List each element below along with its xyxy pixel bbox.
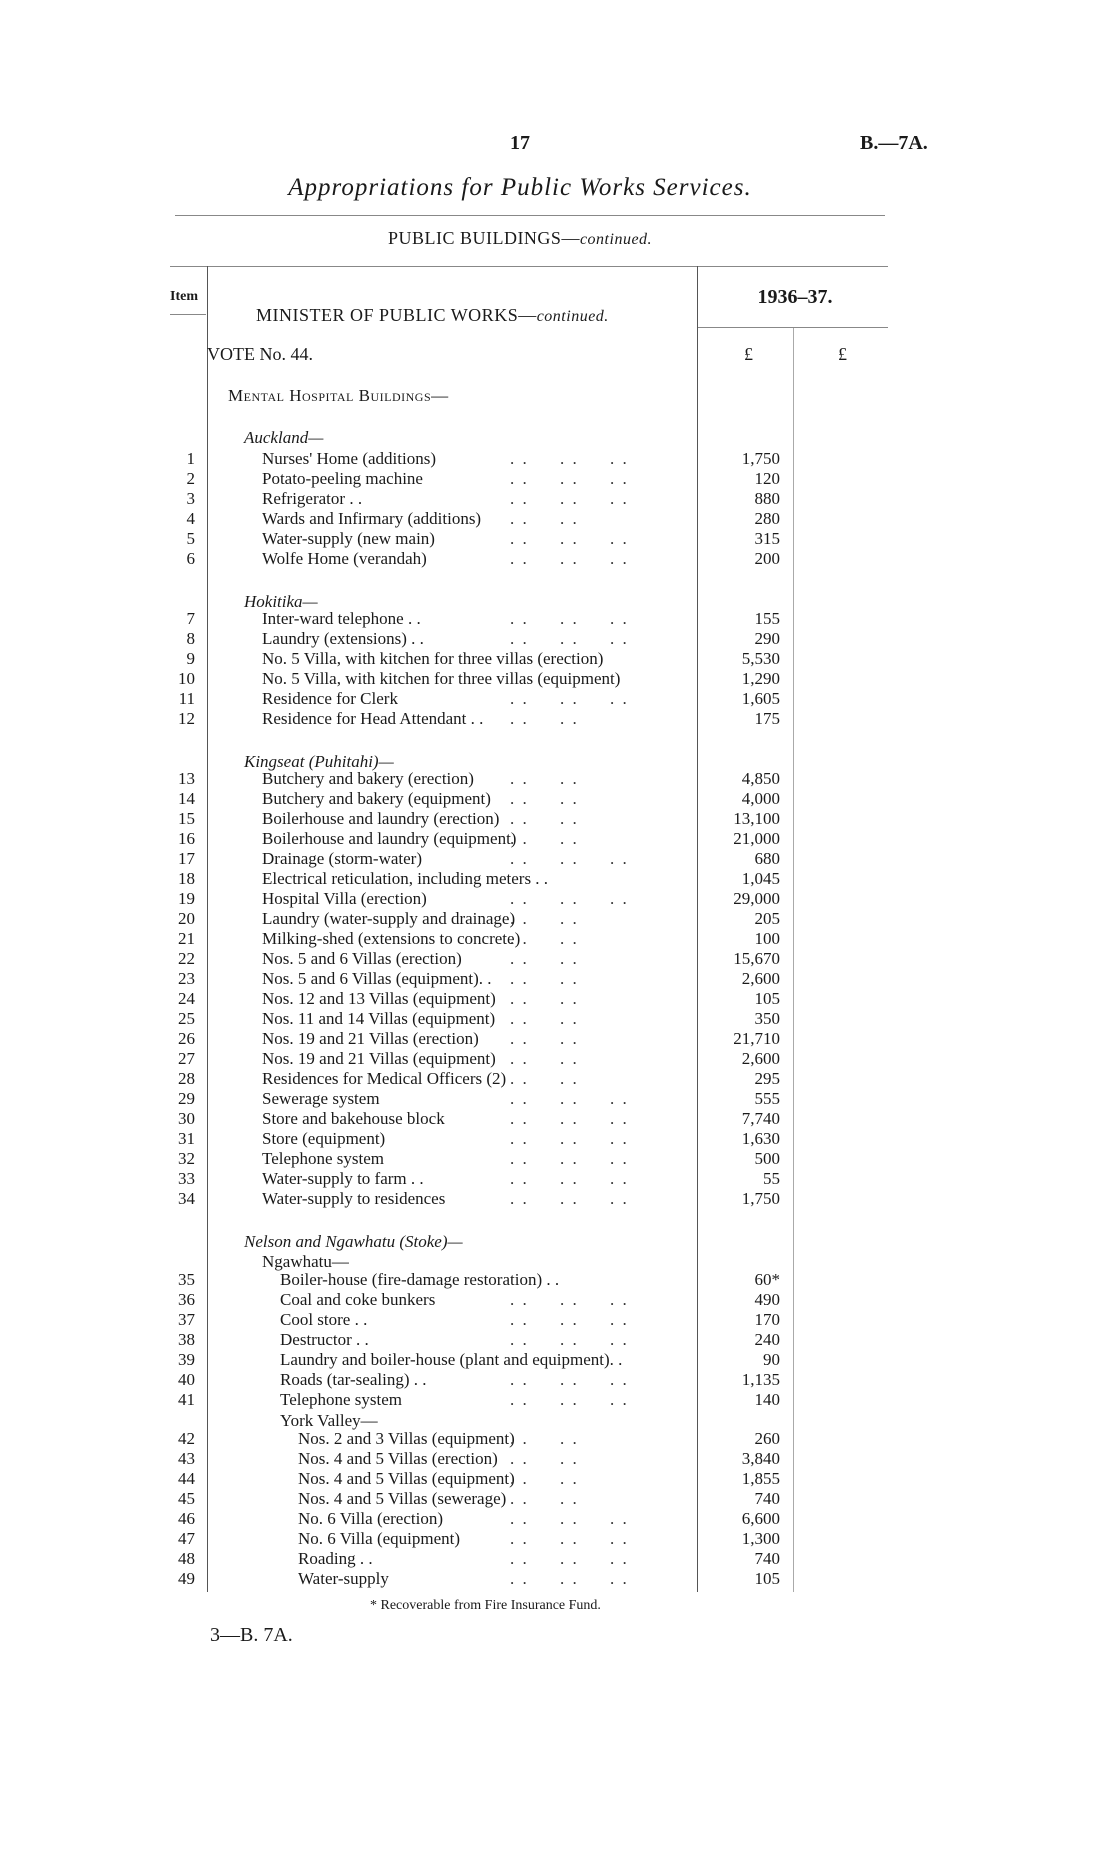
item-column-header: Item [170, 289, 198, 304]
item-amount: 1,300 [741, 1529, 780, 1548]
leader-dots: . . . . [510, 949, 579, 968]
item-description: Store (equipment) [262, 1129, 386, 1148]
item-number: 24 [178, 989, 195, 1008]
leader-dots: . . . . . . [510, 1549, 629, 1568]
leader-dots: . . . . [510, 1009, 579, 1028]
table-row [0, 1370, 1114, 1390]
item-number: 27 [178, 1049, 195, 1068]
item-amount: 240 [754, 1330, 780, 1349]
item-number: 31 [178, 1129, 195, 1148]
item-description: Water-supply to residences [262, 1189, 446, 1208]
item-number: 16 [178, 829, 195, 848]
table-row [0, 1049, 1114, 1069]
item-amount: 1,290 [741, 669, 780, 688]
item-number: 7 [186, 609, 195, 628]
item-number: 14 [178, 789, 195, 808]
item-description: Nos. 2 and 3 Villas (equipment) [298, 1429, 515, 1448]
leader-dots: . . . . [510, 829, 579, 848]
item-description: Wards and Infirmary (additions) [262, 509, 482, 528]
item-number: 8 [186, 629, 195, 648]
item-amount: 60* [754, 1270, 780, 1289]
item-amount: 1,750 [741, 449, 780, 468]
item-number: 20 [178, 909, 195, 928]
item-amount: 55 [763, 1169, 780, 1188]
table-row [0, 1149, 1114, 1169]
minister-heading [256, 305, 609, 326]
leader-dots: . . . . . . [510, 1569, 629, 1588]
table-row [0, 1390, 1114, 1410]
leader-dots: . . . . [510, 1449, 579, 1468]
item-amount: 205 [754, 909, 780, 928]
item-number: 30 [178, 1109, 195, 1128]
item-description: No. 6 Villa (equipment) [298, 1529, 461, 1548]
item-description: Sewerage system [262, 1089, 380, 1108]
item-number: 23 [178, 969, 195, 988]
leader-dots: . . . . . . [510, 449, 629, 468]
item-description: Roading . . [298, 1549, 373, 1568]
table-row [0, 1189, 1114, 1209]
leader-dots: . . . . . . [510, 849, 629, 868]
item-amount: 350 [754, 1009, 780, 1028]
item-amount: 290 [754, 629, 780, 648]
footnote: * Recoverable from Fire Insurance Fund. [370, 1598, 601, 1613]
item-amount: 1,135 [741, 1370, 780, 1389]
item-description: Nos. 4 and 5 Villas (sewerage) [298, 1489, 507, 1508]
item-amount: 2,600 [741, 969, 780, 988]
item-description: Boilerhouse and laundry (equipment) [262, 829, 517, 848]
item-number: 41 [178, 1390, 195, 1409]
item-amount: 140 [754, 1390, 780, 1409]
table-row [0, 1529, 1114, 1549]
item-number: 19 [178, 889, 195, 908]
item-amount: 4,000 [741, 789, 780, 808]
item-amount: 280 [754, 509, 780, 528]
table-row [0, 489, 1114, 509]
item-description: Water-supply (new main) [262, 529, 435, 548]
table-row [0, 969, 1114, 989]
item-number: 12 [178, 709, 195, 728]
item-description: Water-supply to farm . . [262, 1169, 424, 1188]
subtitle-continued: continued. [579, 231, 653, 248]
table-row [0, 829, 1114, 849]
leader-dots: . . . . . . [510, 1109, 629, 1128]
table-row [0, 1569, 1114, 1589]
item-description: Laundry and boiler-house (plant and equipment). . [280, 1350, 623, 1369]
item-amount: 315 [754, 529, 780, 548]
item-amount: 7,740 [741, 1109, 780, 1128]
table-row [0, 669, 1114, 689]
leader-dots: . . . . . . [510, 1149, 629, 1168]
item-amount: 880 [754, 489, 780, 508]
table-row [0, 549, 1114, 569]
leader-dots: . . . . [510, 1489, 579, 1508]
item-number: 49 [178, 1569, 195, 1588]
item-description: Butchery and bakery (erection) [262, 769, 474, 788]
item-amount: 295 [754, 1069, 780, 1088]
item-description: No. 5 Villa, with kitchen for three villas (equipment) [262, 669, 621, 688]
item-description: Coal and coke bunkers [280, 1290, 436, 1309]
item-description: No. 6 Villa (erection) [298, 1509, 444, 1528]
table-row [0, 1129, 1114, 1149]
item-description: Cool store . . [280, 1310, 368, 1329]
item-description: Boilerhouse and laundry (erection) [262, 809, 500, 828]
item-amount: 29,000 [733, 889, 780, 908]
item-description: Residence for Clerk [262, 689, 398, 708]
table-row [0, 1449, 1114, 1469]
table-row [0, 1069, 1114, 1089]
table-row [0, 689, 1114, 709]
item-amount: 200 [754, 549, 780, 568]
item-amount: 3,840 [741, 1449, 780, 1468]
leader-dots: . . . . . . [510, 529, 629, 548]
leader-dots: . . . . . . [510, 1169, 629, 1188]
item-description: Nos. 19 and 21 Villas (equipment) [262, 1049, 496, 1068]
item-description: Refrigerator . . [262, 489, 363, 508]
item-amount: 13,100 [733, 809, 780, 828]
item-amount: 21,710 [733, 1029, 780, 1048]
section-heading-auckland: Auckland— [244, 428, 324, 447]
leader-dots: . . . . . . [510, 1390, 629, 1409]
item-amount: 1,605 [741, 689, 780, 708]
leader-dots: . . . . [510, 789, 579, 808]
item-amount: 1,855 [741, 1469, 780, 1488]
item-number: 5 [186, 529, 195, 548]
item-description: Nos. 19 and 21 Villas (erection) [262, 1029, 479, 1048]
table-row [0, 609, 1114, 629]
leader-dots: . . . . . . [510, 889, 629, 908]
item-description: Nos. 5 and 6 Villas (erection) [262, 949, 462, 968]
item-number: 35 [178, 1270, 195, 1289]
leader-dots: . . . . [510, 989, 579, 1008]
item-amount: 105 [754, 989, 780, 1008]
item-description: Drainage (storm-water) [262, 849, 423, 868]
leader-dots: . . . . . . [510, 1509, 629, 1528]
leader-dots: . . . . . . [510, 1310, 629, 1329]
item-number: 40 [178, 1370, 195, 1389]
item-amount: 500 [754, 1149, 780, 1168]
table-row [0, 1290, 1114, 1310]
leader-dots: . . . . . . [510, 489, 629, 508]
leader-dots: . . . . [510, 969, 579, 988]
item-amount: 1,630 [741, 1129, 780, 1148]
title-rule [175, 215, 885, 216]
item-number: 3 [186, 489, 195, 508]
currency-symbol-1: £ [744, 344, 753, 364]
item-number: 15 [178, 809, 195, 828]
minister-main: MINISTER OF PUBLIC WORKS— [256, 305, 537, 325]
item-description: Nurses' Home (additions) [262, 449, 436, 468]
item-number: 47 [178, 1529, 195, 1548]
leader-dots: . . . . . . [510, 629, 629, 648]
table-row [0, 1469, 1114, 1489]
item-description: Residences for Medical Officers (2) [262, 1069, 507, 1088]
table-row [0, 1429, 1114, 1449]
table-row [0, 849, 1114, 869]
item-amount: 680 [754, 849, 780, 868]
leader-dots: . . . . [510, 1029, 579, 1048]
item-number: 39 [178, 1350, 195, 1369]
item-amount: 2,600 [741, 1049, 780, 1068]
item-description: Nos. 5 and 6 Villas (equipment). . [262, 969, 492, 988]
item-description: Nos. 12 and 13 Villas (equipment) [262, 989, 496, 1008]
leader-dots: . . . . . . [510, 1290, 629, 1309]
item-amount: 260 [754, 1429, 780, 1448]
item-amount: 155 [754, 609, 780, 628]
table-row [0, 629, 1114, 649]
leader-dots: . . . . . . [510, 1330, 629, 1349]
item-number: 22 [178, 949, 195, 968]
item-amount: 120 [754, 469, 780, 488]
item-number: 45 [178, 1489, 195, 1508]
table-row [0, 1549, 1114, 1569]
item-amount: 105 [754, 1569, 780, 1588]
table-row [0, 709, 1114, 729]
leader-dots: . . . . [510, 929, 579, 948]
item-amount: 170 [754, 1310, 780, 1329]
item-number: 21 [178, 929, 195, 948]
item-number: 6 [186, 549, 195, 568]
table-row [0, 469, 1114, 489]
item-amount: 1,750 [741, 1189, 780, 1208]
table-row [0, 1009, 1114, 1029]
table-row [0, 1509, 1114, 1529]
item-description: Butchery and bakery (equipment) [262, 789, 491, 808]
table-row [0, 869, 1114, 889]
leader-dots: . . . . [510, 1069, 579, 1088]
item-number: 34 [178, 1189, 195, 1208]
item-amount: 5,530 [741, 649, 780, 668]
subsection-heading-york-valley: York Valley— [280, 1411, 378, 1430]
item-description: Hospital Villa (erection) [262, 889, 427, 908]
item-number: 48 [178, 1549, 195, 1568]
leader-dots: . . . . . . [510, 689, 629, 708]
table-row [0, 1310, 1114, 1330]
item-description: Milking-shed (extensions to concrete) [262, 929, 521, 948]
item-description: Telephone system [280, 1390, 403, 1409]
item-number: 13 [178, 769, 195, 788]
leader-dots: . . . . . . [510, 1529, 629, 1548]
item-description: Nos. 11 and 14 Villas (equipment) [262, 1009, 496, 1028]
item-description: Telephone system [262, 1149, 385, 1168]
item-number: 44 [178, 1469, 195, 1488]
table-row [0, 789, 1114, 809]
item-number: 36 [178, 1290, 195, 1309]
item-number: 11 [178, 689, 195, 708]
item-number: 29 [178, 1089, 195, 1108]
table-row [0, 989, 1114, 1009]
table-row [0, 1330, 1114, 1350]
item-amount: 555 [754, 1089, 780, 1108]
section-subtitle [170, 228, 870, 249]
item-amount: 740 [754, 1489, 780, 1508]
item-description: Nos. 4 and 5 Villas (equipment) [298, 1469, 515, 1488]
item-number: 10 [178, 669, 195, 688]
table-row [0, 889, 1114, 909]
table-row [0, 1109, 1114, 1129]
year-column-header: 1936–37. [757, 286, 833, 308]
leader-dots: . . . . [510, 709, 579, 728]
item-description: Inter-ward telephone . . [262, 609, 421, 628]
item-number: 26 [178, 1029, 195, 1048]
item-amount: 6,600 [741, 1509, 780, 1528]
item-description: No. 5 Villa, with kitchen for three villas (erection) [262, 649, 604, 668]
table-row [0, 1029, 1114, 1049]
table-top-rule [170, 266, 888, 267]
item-number: 42 [178, 1429, 195, 1448]
item-description: Destructor . . [280, 1330, 369, 1349]
item-number: 33 [178, 1169, 195, 1188]
item-amount: 21,000 [733, 829, 780, 848]
item-header-rule [170, 314, 206, 315]
item-number: 37 [178, 1310, 195, 1329]
item-number: 32 [178, 1149, 195, 1168]
subtitle-main: PUBLIC BUILDINGS— [387, 228, 580, 248]
leader-dots: . . . . [510, 909, 579, 928]
item-description: Electrical reticulation, including meters . . [262, 869, 549, 888]
item-amount: 1,045 [741, 869, 780, 888]
table-row [0, 1489, 1114, 1509]
category-heading: Mental Hospital Buildings— [228, 386, 449, 405]
item-description: Roads (tar-sealing) . . [280, 1370, 427, 1389]
page-title: Appropriations for Public Works Services. [288, 174, 752, 201]
leader-dots: . . . . . . [510, 549, 629, 568]
item-number: 9 [186, 649, 195, 668]
minister-continued: continued. [536, 308, 609, 325]
item-description: Potato-peeling machine [262, 469, 423, 488]
item-number: 1 [186, 449, 195, 468]
item-number: 43 [178, 1449, 195, 1468]
table-row [0, 1089, 1114, 1109]
table-row [0, 1169, 1114, 1189]
item-number: 38 [178, 1330, 195, 1349]
item-amount: 4,850 [741, 769, 780, 788]
item-description: Store and bakehouse block [262, 1109, 445, 1128]
table-row [0, 509, 1114, 529]
table-row [0, 909, 1114, 929]
item-number: 28 [178, 1069, 195, 1088]
vote-label: VOTE No. 44. [207, 344, 313, 364]
item-description: Nos. 4 and 5 Villas (erection) [298, 1449, 498, 1468]
table-row [0, 769, 1114, 789]
leader-dots: . . . . [510, 1469, 579, 1488]
item-description: Water-supply [298, 1569, 389, 1588]
leader-dots: . . . . . . [510, 609, 629, 628]
table-row [0, 1270, 1114, 1290]
item-amount: 740 [754, 1549, 780, 1568]
item-amount: 490 [754, 1290, 780, 1309]
table-row [0, 949, 1114, 969]
leader-dots: . . . . . . [510, 1129, 629, 1148]
page-signature: 3—B. 7A. [210, 1624, 293, 1646]
item-amount: 175 [754, 709, 780, 728]
leader-dots: . . . . [510, 509, 579, 528]
item-number: 25 [178, 1009, 195, 1028]
table-row [0, 1350, 1114, 1370]
item-amount: 15,670 [733, 949, 780, 968]
item-description: Laundry (extensions) . . [262, 629, 424, 648]
leader-dots: . . . . . . [510, 1189, 629, 1208]
item-description: Wolfe Home (verandah) [262, 549, 427, 568]
section-heading-nelson: Nelson and Ngawhatu (Stoke)— [244, 1232, 463, 1251]
page-number: 17 [510, 132, 530, 154]
leader-dots: . . . . . . [510, 1370, 629, 1389]
table-row [0, 529, 1114, 549]
item-number: 46 [178, 1509, 195, 1528]
item-number: 18 [178, 869, 195, 888]
leader-dots: . . . . . . [510, 469, 629, 488]
document-reference: B.—7A. [860, 132, 928, 154]
item-description: Boiler-house (fire-damage restoration) . . [280, 1270, 560, 1289]
table-row [0, 449, 1114, 469]
table-row [0, 649, 1114, 669]
item-number: 2 [186, 469, 195, 488]
table-row [0, 929, 1114, 949]
leader-dots: . . . . [510, 1049, 579, 1068]
item-number: 4 [186, 509, 195, 528]
leader-dots: . . . . [510, 809, 579, 828]
leader-dots: . . . . . . [510, 1089, 629, 1108]
item-number: 17 [178, 849, 195, 868]
item-amount: 90 [763, 1350, 780, 1369]
section-heading-kingseat: Kingseat (Puhitahi)— [244, 752, 394, 771]
item-description: Laundry (water-supply and drainage) [262, 909, 516, 928]
item-amount: 100 [754, 929, 780, 948]
currency-symbol-2: £ [838, 344, 847, 364]
subsection-heading-ngawhatu: Ngawhatu— [262, 1252, 349, 1271]
leader-dots: . . . . [510, 769, 579, 788]
leader-dots: . . . . [510, 1429, 579, 1448]
table-row [0, 809, 1114, 829]
section-heading-hokitika: Hokitika— [244, 592, 318, 611]
item-description: Residence for Head Attendant . . [262, 709, 484, 728]
